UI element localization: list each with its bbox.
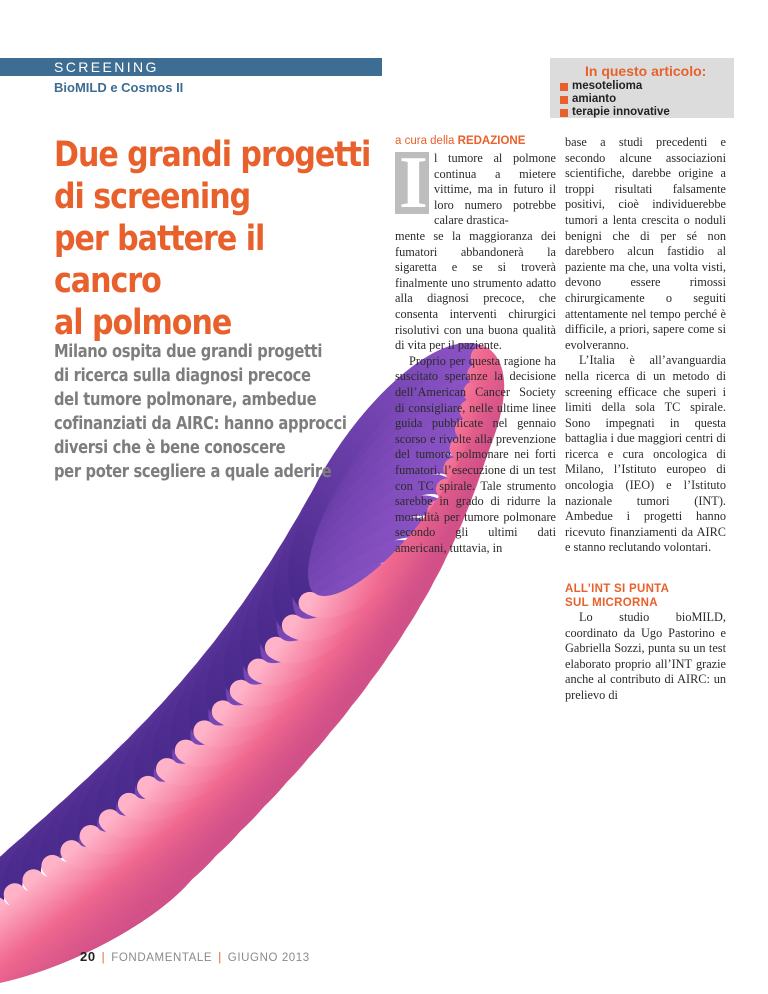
body-paragraph: Proprio per questa ragione ha suscitato speranze la decisione dell’American Cancer Society di consigliare, nelle ultime linee guida pubblicate nel gennaio scorso e rivolte alla prevenzione del tumore polmonare nei forti fumatori, l’esecuzione di un test con TC spirale. Tale strumento sarebbe in grado di ridurre la mortalità per tumore polmonare secondo gli ultimi dati americani, tuttavia, in [395,353,556,555]
deck-line: del tumore polmonare, ambedue [54,390,317,410]
subhead-line: ALL’INT SI PUNTA [565,583,670,595]
toc-item[interactable] [560,80,670,93]
drop-cap-letter: I [399,142,428,224]
deck-line: diversi che è bene conoscere [54,438,286,458]
drop-cap [395,142,429,224]
square-bullet-icon [560,83,568,91]
section-label: SCREENING [54,59,159,75]
toc-item[interactable] [560,106,670,119]
toc-item-label: mesotelioma [572,80,643,92]
issue-date: GIUGNO 2013 [227,952,310,964]
deck-line: cofinanziati da AIRC: hanno approcci [54,414,347,434]
headline-line: al polmone [54,303,232,343]
square-bullet-icon [560,109,568,117]
body-paragraph: base a studi precedenti e secondo alcune associazioni scientifiche, darebbe origine a troppi risultati falsamente positivi, cioè individuerebbe tumori a lenta crescita o noduli benigni che di per sé non darebbero alcun fastidio al paziente ma che, una volta visti, devono essere rimossi chirurgicamente o seguiti attentamente nel tempo perché è difficile, a priori, sapere come si evolveranno. [565,135,726,352]
deck-line: per poter scegliere a quale aderire [54,462,332,482]
article-headline [54,134,374,344]
article-deck [54,340,392,484]
body-column-2 [565,135,726,556]
section-subhead [565,582,669,610]
toc-list [560,80,670,119]
page-number: 20 [80,949,96,964]
headline-line: Due grandi progetti [54,135,371,175]
toc-title: In questo articolo: [585,63,707,79]
deck-line: di ricerca sulla diagnosi precoce [54,366,311,386]
body-paragraph: Lo studio bioMILD, coordinato da Ugo Pastorino e Gabriella Sozzi, punta su un test elaborato proprio all’INT grazie anche al contributo di AIRC: un prelievo di [565,610,726,702]
byline-prefix: a cura della [395,135,458,147]
body-paragraph: L’Italia è all’avanguardia nella ricerca di un metodo di screening efficace che superi i limiti della sola TC spirale. Sono impegnati in questa battaglia i due maggiori centri di ricerca e cura oncologica di Milano, l’Istituto europeo di oncologia (IEO) e l’Istituto nazionale tumori (INT). Ambedue i progetti hanno ricevuto finanziamenti da AIRC e stanno reclutando volontari. [565,353,726,555]
headline-line: per battere il cancro [54,219,265,301]
toc-item-label: terapie innovative [572,106,670,118]
byline-author: REDAZIONE [457,135,526,147]
magazine-name: FONDAMENTALE [111,952,213,964]
body-column-1 [395,229,556,556]
body-column-2-bottom [565,610,726,704]
body-paragraph: mente se la maggioranza dei fumatori abbandonerà la sigaretta e se si troverà finalmente uno strumento adatto alla diagnosi precoce, che consenta interventi chirurgici risolutivi con una buona qualità di vita per il paziente. [395,229,556,353]
body-column-1-top [434,151,556,229]
page-footer [80,949,310,964]
subhead-line: SUL MICRORNA [565,597,658,609]
headline-line: di screening [54,177,251,217]
footer-separator: | [218,952,222,964]
body-paragraph: l tumore al polmone continua a mietere vittime, ma in futuro il loro numero potrebbe calare drastica- [434,151,556,228]
toc-item[interactable] [560,93,670,106]
section-subtitle: BioMILD e Cosmos II [54,80,184,95]
square-bullet-icon [560,96,568,104]
footer-separator: | [101,952,106,964]
deck-line: Milano ospita due grandi progetti [54,342,323,362]
toc-item-label: amianto [572,93,617,105]
